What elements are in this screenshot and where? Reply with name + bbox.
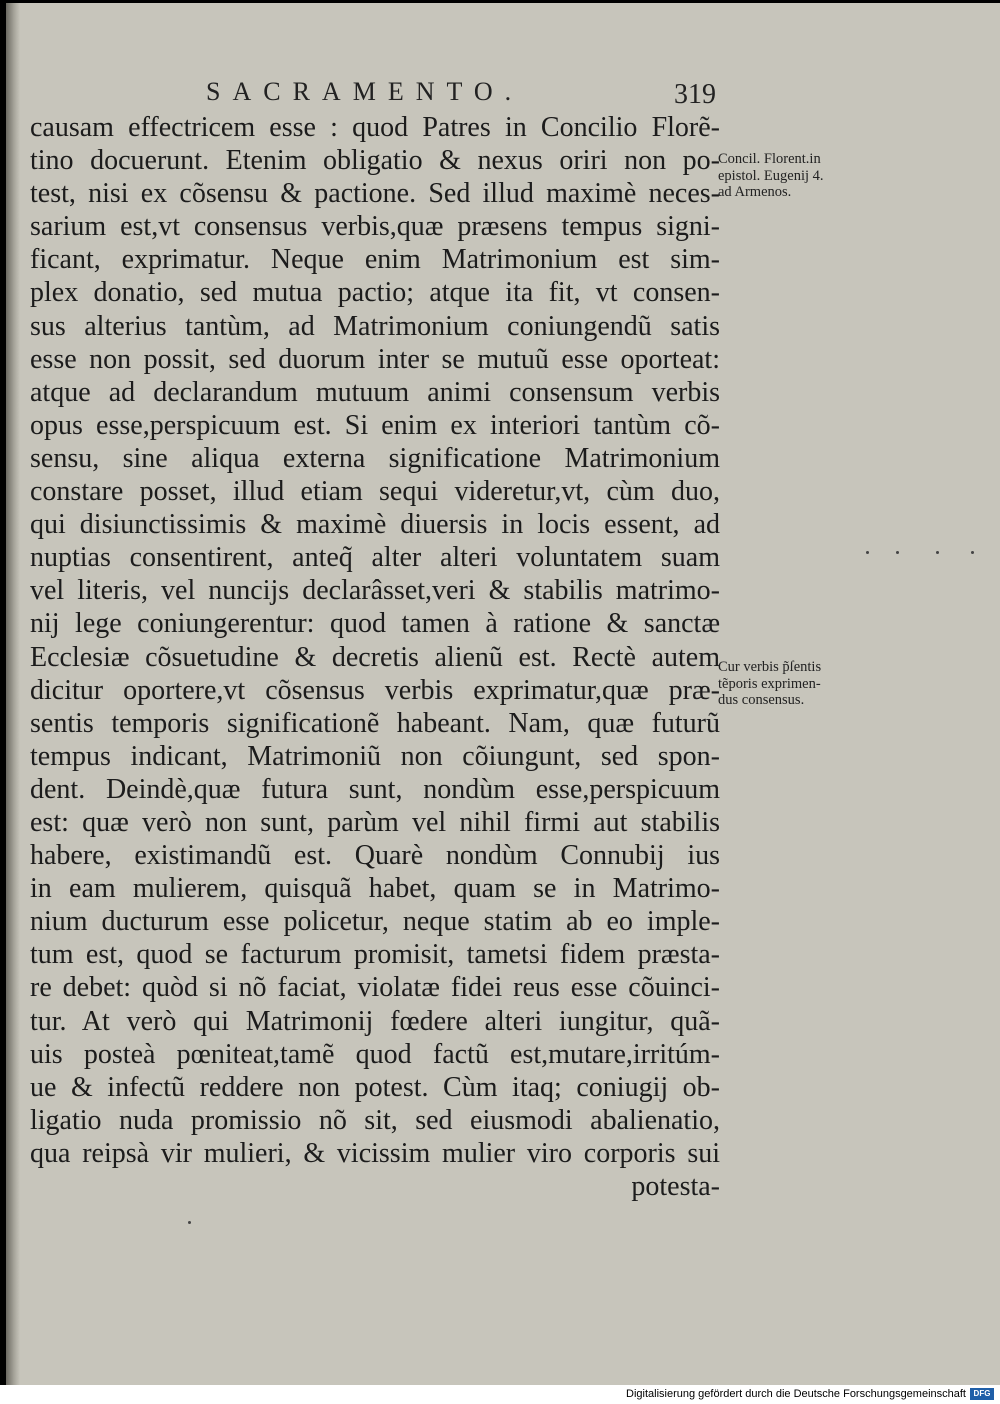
text-line: re debet: quòd si nõ faciat, violatæ fidei reus esse cõuinci-: [30, 972, 720, 1004]
text-line: est: quæ verò non sunt, parùm vel nihil firmi aut stabilis: [30, 806, 720, 838]
text-line: atque ad declarandum mutuum animi consensum verbis: [30, 376, 720, 408]
paper-speck: [866, 551, 869, 554]
body-text: [30, 111, 720, 1203]
margin-note-line: Cur verbis p̃ſentis: [718, 659, 822, 675]
text-line: tino docuerunt. Etenim obligatio & nexus oriri non po-: [30, 145, 720, 177]
text-line: nium ducturum esse policetur, neque statim ab eo imple-: [30, 906, 720, 938]
catchword: potesta-: [631, 1171, 720, 1202]
page-number: 319: [674, 79, 716, 110]
text-line: habere, existimandũ est. Quarè nondùm Connubij ius: [30, 840, 720, 872]
text-line: sentis temporis significationẽ habeant. Nam, quæ futurũ: [30, 707, 720, 739]
text-line: ficant, exprimatur. Neque enim Matrimonium est sim-: [30, 244, 720, 276]
text-line: opus esse,perspicuum est. Si enim ex interiori tantùm cõ-: [30, 409, 720, 441]
margin-note-present-tense: [718, 659, 878, 709]
text-line: nuptias consentirent, anteq̃ alter alteri voluntatem suam: [30, 542, 720, 574]
margin-note-line: dus consensus.: [718, 692, 805, 708]
text-line: ue & infectũ reddere non potest. Cùm itaq; coniugij ob-: [30, 1071, 720, 1103]
text-line: sarium est,vt consensus verbis,quæ præsens tempus signi-: [30, 211, 720, 243]
margin-note-line: ad Armenos.: [718, 184, 792, 200]
text-line: causam effectricem esse : quod Patres in Concilio Florẽ-: [30, 112, 720, 143]
margin-note-line: tẽporis exprimen-: [718, 675, 821, 692]
page-spine-shadow: [6, 3, 20, 1385]
paper-speck: [896, 551, 899, 554]
margin-note-line: Concil. Florent.in: [718, 151, 821, 167]
text-line: in eam mulierem, quisquã habet, quam se in Matrimo-: [30, 873, 720, 905]
text-line: uis posteà pœniteat,tamẽ quod factũ est,mutare,irritúm-: [30, 1038, 720, 1070]
digitization-footer: [0, 1385, 1000, 1404]
text-line: Ecclesiæ cõsuetudine & decretis alienũ est. Rectè autem: [30, 641, 720, 673]
text-line: constare posset, illud etiam sequi videretur,vt, cùm duo,: [30, 476, 720, 508]
text-line: tempus indicant, Matrimoniũ non cõiungunt, sed spon-: [30, 740, 720, 772]
text-line: tum est, quod se facturum promisit, tametsi fidem præsta-: [30, 939, 720, 971]
paper-speck: [971, 551, 974, 554]
text-line: vel literis, vel nuncijs declarâsset,veri & stabilis matrimo-: [30, 575, 720, 607]
text-line: ligatio nuda promissio nõ sit, sed eiusmodi abalienatio,: [30, 1104, 720, 1136]
dfg-logo: DFG: [970, 1388, 994, 1400]
funding-credit: Digitalisierung gefördert durch die Deutsche Forschungsgemeinschaft: [626, 1388, 966, 1400]
text-line: nij lege coniungerentur: quod tamen à ratione & sanctæ: [30, 608, 720, 640]
text-line: sus alterius tantùm, ad Matrimonium coniungendũ satis: [30, 310, 720, 342]
text-line: qua reipsà vir mulieri, & vicissim mulier viro corporis sui: [30, 1137, 720, 1169]
margin-note-council-reference: [718, 151, 878, 201]
text-line: plex donatio, sed mutua pactio; atque ita fit, vt consen-: [30, 277, 720, 309]
paper-speck: [188, 1221, 191, 1224]
book-page: [6, 3, 1000, 1385]
text-line: sensu, sine aliqua externa significatione Matrimonium: [30, 442, 720, 474]
text-line: tur. At verò qui Matrimonij fœdere alteri iungitur, quã-: [30, 1005, 720, 1037]
margin-note-line: epistol. Eugenij 4.: [718, 167, 824, 184]
paper-speck: [936, 551, 939, 554]
text-line: qui disiunctissimis & maximè diuersis in locis essent, ad: [30, 509, 720, 541]
text-line: esse non possit, sed duorum inter se mutuũ esse oporteat:: [30, 343, 720, 375]
text-line: dicitur oportere,vt cõsensus verbis exprimatur,quæ præ-: [30, 674, 720, 706]
running-head: SACRAMENTO.: [206, 77, 524, 106]
text-line: test, nisi ex cõsensu & pactione. Sed illud maximè neces-: [30, 178, 720, 210]
text-line: dent. Deindè,quæ futura sunt, nondùm esse,perspicuum: [30, 773, 720, 805]
